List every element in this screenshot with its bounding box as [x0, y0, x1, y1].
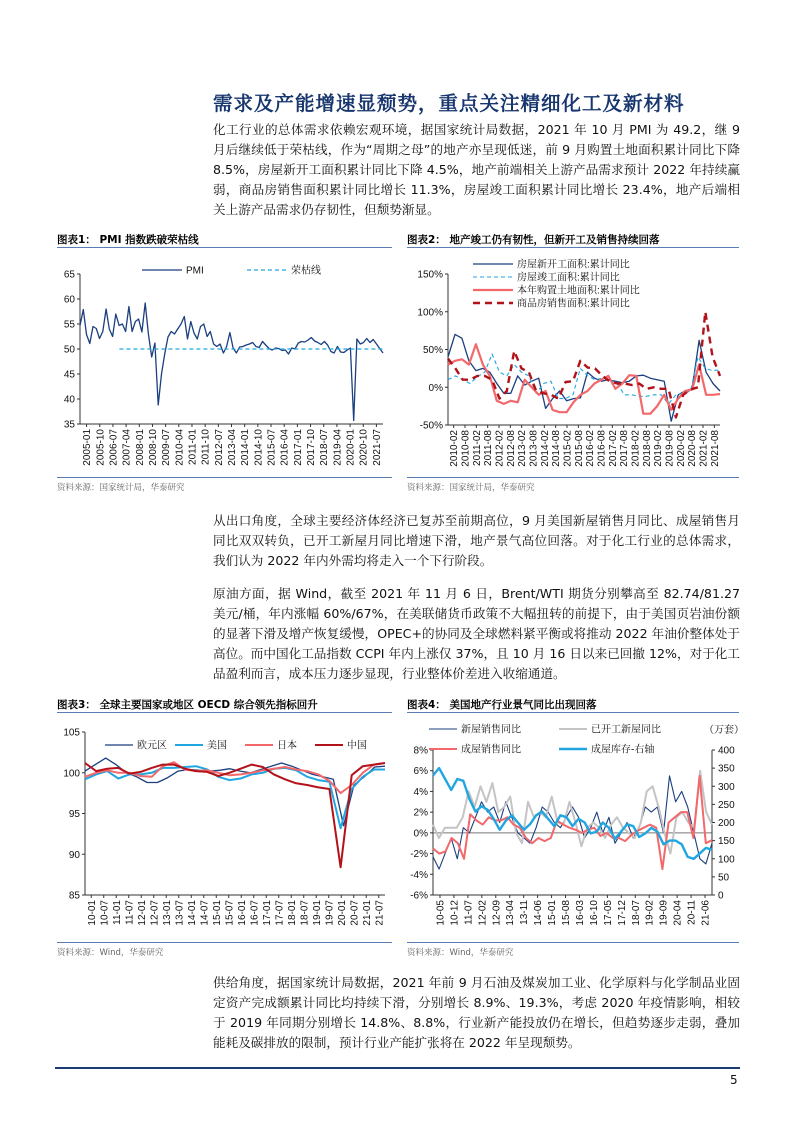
y-tick-label: -6%	[410, 890, 428, 902]
page-number: 5	[730, 1073, 738, 1087]
x-tick-label: 2018-08	[641, 430, 653, 467]
legend-label: 美国	[207, 740, 227, 752]
x-tick-label: 10-07	[99, 900, 111, 926]
x-tick-label: 2005-01	[82, 429, 94, 466]
x-tick-label: 2010-08	[460, 430, 472, 467]
x-tick-label: 19-01	[311, 900, 323, 926]
x-tick-label: 12-07	[149, 900, 161, 926]
x-tick-label: 21-06	[700, 900, 712, 926]
x-tick-label: 2011-08	[483, 430, 495, 466]
series-line-2	[433, 776, 712, 869]
legend-label: 成屋销售同比	[461, 744, 521, 756]
x-tick-label: 2008-01	[134, 429, 146, 466]
y-tick-label: 50%	[422, 345, 443, 356]
y-tick-label: 40	[63, 394, 75, 406]
x-tick-label: 2016-08	[596, 430, 608, 467]
x-tick-label: 20-01	[336, 900, 348, 926]
divider	[407, 247, 739, 248]
x-tick-label: 2009-07	[161, 429, 173, 466]
y-tick-label: 85	[68, 890, 80, 902]
x-tick-label: 2015-08	[573, 430, 585, 467]
x-tick-label: 14-06	[533, 900, 545, 926]
x-tick-label: 14-01	[186, 900, 198, 926]
legend-label: 成屋库存-右轴	[591, 744, 655, 756]
x-tick-label: 2013-08	[528, 430, 540, 467]
x-tick-label: 12-01	[136, 900, 148, 926]
x-tick-label: 2016-02	[585, 430, 597, 467]
x-tick-label: 2014-10	[253, 429, 265, 466]
x-tick-label: 2021-07	[371, 429, 383, 466]
y2-tick-label: 100	[718, 854, 735, 866]
y-tick-label: 90	[68, 849, 80, 861]
x-tick-label: 2014-08	[551, 430, 563, 467]
x-tick-label: 10-12	[449, 900, 461, 926]
x-tick-label: 2021-02	[698, 430, 710, 467]
x-tick-label: 2015-02	[562, 430, 574, 467]
x-tick-label: 2019-04	[332, 429, 344, 466]
y-tick-label: 35	[63, 419, 75, 431]
y-tick-label: 105	[63, 727, 80, 739]
chart-source: 资料来源：国家统计局，华泰研究	[57, 483, 185, 493]
y2-tick-label: 150	[718, 836, 735, 848]
chart-source: 资料来源：国家统计局，华泰研究	[407, 483, 535, 493]
x-tick-label: 2011-02	[471, 430, 483, 466]
y-tick-label: 8%	[413, 745, 428, 757]
x-tick-label: 2006-07	[108, 429, 120, 466]
x-tick-label: 2007-04	[121, 429, 133, 466]
divider	[407, 942, 739, 943]
x-tick-label: 2017-02	[607, 430, 619, 467]
x-tick-label: 15-01	[547, 900, 559, 926]
divider	[57, 712, 392, 713]
x-tick-label: 19-07	[324, 900, 336, 926]
series-line-3	[448, 312, 720, 418]
x-tick-label: 2005-10	[95, 429, 107, 466]
paragraph-demand: 化工行业的总体需求依赖宏观环境，据国家统计局数据，2021 年 10 月 PMI 为 49.2，继 9 月后继续低于荣枯线，作为“周期之母”的地产亦呈现低迷，前 9 月购置土地面积累计同比下降 8.5%，房屋新开工面积累计同比下降 4.5%，地产前端相关上游产品需求预计 2022 年持续赢弱，商品房销售面积累计同比增长 11.3%，房屋竣工面积累计同比增长 23.4%，地产后端相关上游产品需求仍存韧性，但颓势渐显。	[213, 122, 740, 217]
x-tick-label: 2012-08	[505, 430, 517, 467]
y-tick-label: 0%	[413, 828, 428, 840]
y-tick-label: 60	[63, 294, 75, 306]
x-tick-label: 10-01	[86, 900, 98, 926]
us-housing-chart	[407, 717, 744, 942]
pmi-chart	[57, 252, 395, 477]
y2-unit-label: （万套）	[704, 725, 744, 736]
y-tick-label: 45	[63, 369, 75, 381]
x-tick-label: 16-10	[588, 900, 600, 926]
x-tick-label: 2017-10	[306, 429, 318, 466]
x-tick-label: 13-04	[505, 900, 517, 926]
y-tick-label: 50	[63, 344, 75, 356]
x-tick-label: 19-09	[658, 900, 670, 926]
x-tick-label: 2014-02	[539, 430, 551, 467]
paragraph-export: 从出口角度，全球主要经济体经济已复苏至前期高位，9 月美国新屋销售月同比、成屋销售月同比双双转负，已开工新屋月同比增速下滑，地产景气高位回落。对于化工行业的总体需求，我们认为 2022 年内外需均将走入一个下行阶段。	[213, 513, 740, 568]
divider	[407, 712, 739, 713]
y-tick-label: 2%	[413, 807, 428, 819]
divider	[57, 477, 392, 478]
legend-label: 日本	[277, 740, 297, 752]
x-tick-label: 13-11	[519, 900, 531, 925]
x-tick-label: 2010-04	[174, 429, 186, 466]
x-tick-label: 2018-02	[630, 430, 642, 467]
y-tick-label: 100	[63, 768, 80, 780]
x-tick-label: 2014-01	[240, 429, 252, 466]
divider	[57, 247, 392, 248]
y-tick-label: 95	[68, 809, 80, 820]
x-tick-label: 2011-01	[187, 429, 199, 465]
legend-label: 房屋竣工面积:累计同比	[517, 272, 620, 284]
x-tick-label: 2016-04	[279, 429, 291, 466]
y2-tick-label: 0	[718, 890, 724, 902]
x-tick-label: 20-04	[672, 900, 684, 926]
chart-title: 图表3： 全球主要国家或地区 OECD 综合领先指标回升	[57, 699, 318, 711]
legend-label: 本年购置土地面积:累计同比	[517, 285, 640, 297]
chart-panel-3	[57, 697, 392, 959]
legend-label: 荣枯线	[291, 265, 321, 277]
x-tick-label: 16-03	[574, 900, 586, 926]
y2-tick-label: 250	[718, 799, 735, 811]
x-tick-label: 18-07	[299, 900, 311, 926]
y-tick-label: 4%	[413, 786, 428, 798]
series-line-0	[80, 303, 383, 421]
x-tick-label: 20-07	[349, 900, 361, 926]
chart-title: 图表2： 地产竣工仍有韧性，但新开工及销售持续回落	[407, 234, 660, 246]
x-tick-label: 15-01	[211, 900, 223, 926]
x-tick-label: 2013-04	[227, 429, 238, 466]
y2-tick-label: 400	[718, 745, 735, 757]
x-tick-label: 2010-02	[449, 430, 461, 467]
x-tick-label: 14-07	[199, 900, 211, 926]
x-tick-label: 18-07	[630, 900, 642, 926]
chart-panel-4	[407, 697, 744, 959]
x-tick-label: 2008-10	[147, 429, 159, 466]
x-tick-label: 2017-08	[619, 430, 631, 467]
legend-label: 欧元区	[137, 740, 167, 752]
x-tick-label: 19-02	[644, 900, 656, 926]
x-tick-label: 2020-08	[687, 430, 699, 467]
x-tick-label: 17-12	[616, 900, 628, 926]
x-tick-label: 16-01	[236, 900, 248, 926]
y2-tick-label: 50	[718, 872, 730, 884]
divider	[407, 477, 739, 478]
chart-title: 图表1： PMI 指数跌破荣枯线	[57, 234, 199, 246]
x-tick-label: 2015-07	[266, 429, 278, 466]
y-tick-label: -50%	[419, 420, 443, 432]
legend-label: 新屋销售同比	[461, 724, 521, 736]
divider	[57, 942, 392, 943]
chart-source: 资料来源：Wind，华泰研究	[57, 948, 164, 958]
x-tick-label: 10-05	[435, 900, 447, 926]
oecd-chart	[57, 717, 395, 942]
y-tick-label: 100%	[417, 307, 443, 319]
x-tick-label: 2012-02	[494, 430, 506, 467]
x-tick-label: 17-01	[261, 900, 273, 926]
x-tick-label: 2020-10	[358, 429, 370, 466]
x-tick-label: 2018-07	[319, 429, 331, 466]
chart-source: 资料来源：Wind，华泰研究	[407, 948, 514, 958]
x-tick-label: 13-01	[161, 900, 173, 926]
x-tick-label: 11-01	[111, 900, 123, 925]
x-tick-label: 20-11	[686, 900, 698, 925]
section-heading: 需求及产能增速显颓势，重点关注精细化工及新材料	[213, 92, 685, 115]
y-tick-label: 55	[63, 319, 75, 331]
y-tick-label: 6%	[413, 766, 428, 778]
x-tick-label: 17-07	[274, 900, 286, 926]
paragraph-oil: 原油方面，据 Wind，截至 2021 年 11 月 6 日，Brent/WTI 期货分别攀高至 82.74/81.27 美元/桶，年内涨幅 60%/67%，在美联储货币政策不大幅扭转的前提下，由于美国页岩油份额的显著下滑及增产恢复缓慢，OPEC+的协同及全球燃料紧平衡或将推动 2022 年油价整体处于高位。而中国化工品指数 CCPI 年内上涨仅 37%，且 10 月 16 日以来已回撤 12%，对于化工品盈利而言，成本压力逐步显现，行业整体价差进入收缩通道。	[213, 586, 740, 681]
x-tick-label: 15-07	[224, 900, 236, 926]
property-chart	[407, 252, 739, 477]
legend-label: 商品房销售面积:累计同比	[517, 298, 630, 310]
x-tick-label: 18-01	[286, 900, 298, 926]
chart-panel-1	[57, 232, 392, 494]
x-tick-label: 2019-02	[653, 430, 665, 467]
x-tick-label: 2012-07	[213, 429, 225, 466]
x-tick-label: 12-02	[477, 900, 489, 926]
x-tick-label: 2013-02	[517, 430, 529, 467]
x-tick-label: 21-07	[374, 900, 386, 926]
y-tick-label: -4%	[410, 869, 428, 881]
x-tick-label: 11-07	[124, 900, 136, 925]
x-tick-label: 16-07	[249, 900, 261, 926]
y2-tick-label: 200	[718, 818, 735, 829]
x-tick-label: 2017-01	[292, 429, 304, 466]
y-tick-label: 65	[63, 269, 75, 281]
x-tick-label: 2020-02	[675, 430, 687, 467]
x-tick-label: 2020-01	[345, 429, 357, 466]
series-line-2	[85, 762, 385, 793]
x-tick-label: 17-05	[602, 900, 614, 926]
x-tick-label: 2021-08	[709, 430, 721, 467]
y2-tick-label: 300	[718, 781, 735, 793]
x-tick-label: 2011-10	[200, 429, 212, 465]
x-tick-label: 11-07	[463, 900, 475, 925]
chart-title: 图表4： 美国地产行业景气同比出现回落	[407, 699, 597, 711]
legend-label: PMI	[186, 265, 204, 277]
legend-label: 房屋新开工面积:累计同比	[517, 259, 630, 271]
legend-label: 中国	[347, 740, 367, 752]
chart-panel-2	[407, 232, 739, 494]
x-tick-label: 15-08	[561, 900, 573, 926]
y-tick-label: -2%	[410, 849, 428, 861]
y-tick-label: 0%	[428, 382, 443, 394]
y2-tick-label: 350	[718, 763, 735, 775]
legend-label: 已开工新屋同比	[591, 724, 661, 736]
paragraph-supply: 供给角度，据国家统计局数据，2021 年前 9 月石油及煤炭加工业、化学原料与化学制品业固定资产完成额累计同比均持续下滑，分别增长 8.9%、19.3%，考虑 2020 年疫情影响，相较于 2019 年同期分别增长 14.8%、8.8%，行业新产能投放仍在增长，但趋势逐步走弱，叠加能耗及碳排放的限制，预计行业产能扩张将在 2022 年呈现颓势。	[213, 975, 740, 1050]
x-tick-label: 13-07	[174, 900, 186, 926]
x-tick-label: 21-01	[361, 900, 373, 926]
x-tick-label: 2019-08	[664, 430, 676, 467]
y-tick-label: 150%	[417, 269, 443, 281]
footer-rule	[55, 1067, 740, 1069]
x-tick-label: 12-09	[491, 900, 503, 926]
